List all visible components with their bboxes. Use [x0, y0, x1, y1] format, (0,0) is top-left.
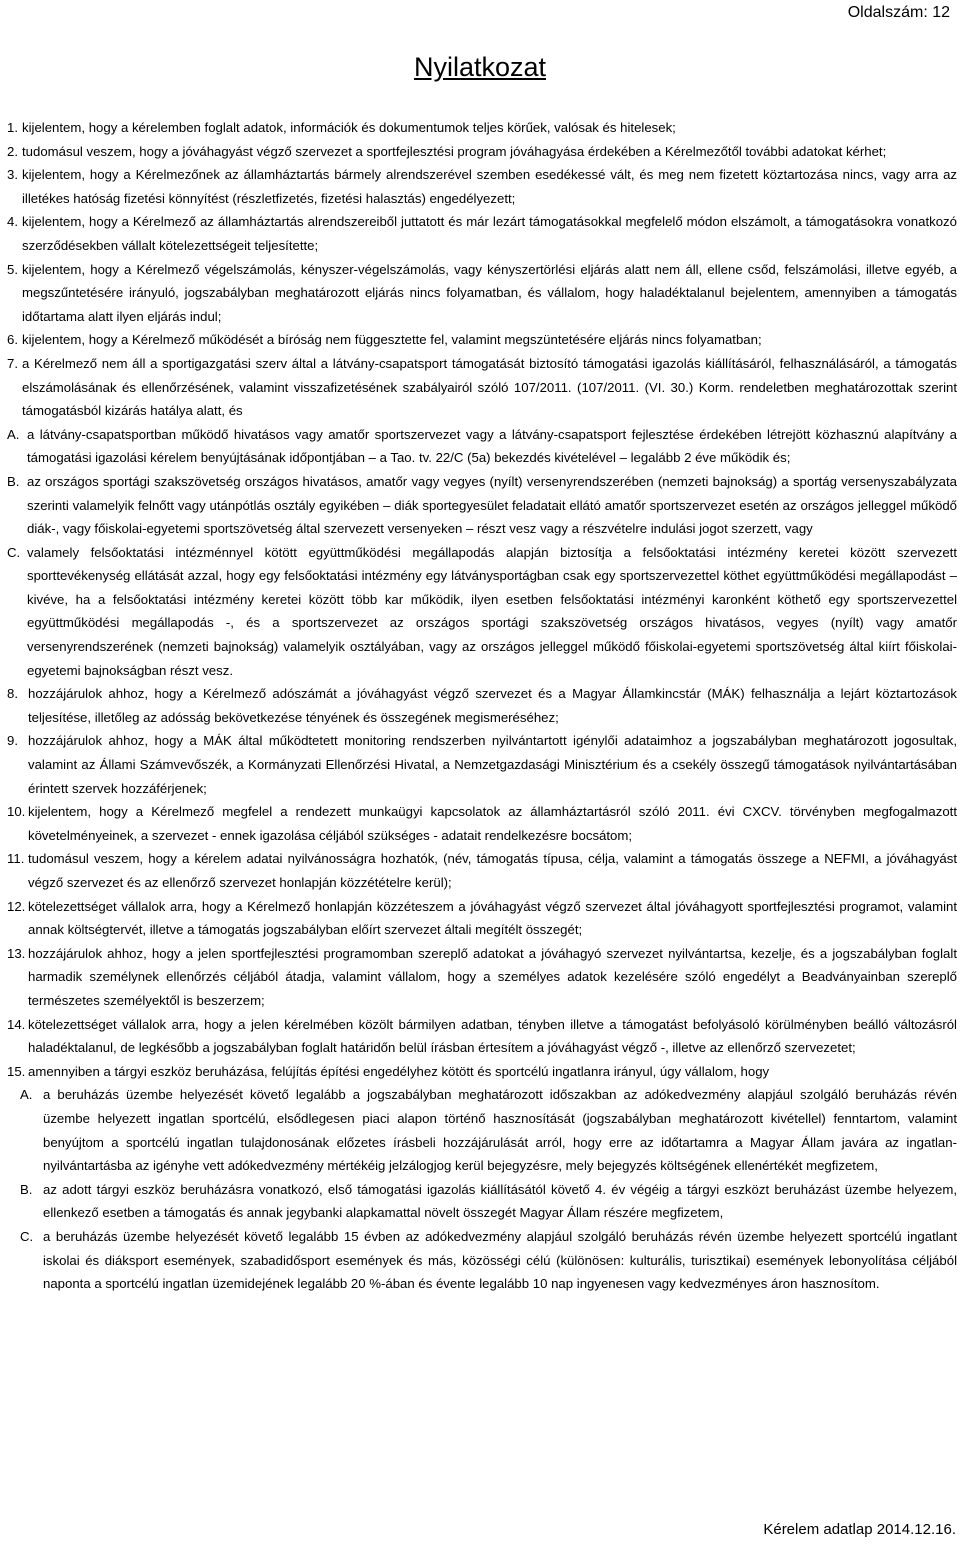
item-text: kötelezettséget vállalok arra, hogy a jelen kérelmében közölt bármilyen adatban, tényben illetve a támogatást befolyásoló körülményben beálló változásról haladéktalanul, de legkésőbb a jogszabályban foglalt határidőn belül írásban értesítem a jóváhagyást végző -, illetve az ellenőrző szervezetet; [28, 1016, 957, 1056]
sub-item-text: valamely felsőoktatási intézménnyel kötött együttműködési megállapodás alapján biztosítja a felsőoktatási intézmény keretei között szervezett sporttevékenység ellátását azzal, hogy egy felsőoktatási intézmény egy látványsportágban csak egy sportszervezettel köthet együttműködési megállapodást – kivéve, ha a felsőoktatási intézmény keretei között több kar működik, ilyen esetben felsőoktatási intézményi karonként köthető egy sportszervezettel együttműködési megállapodás -, és a sportszervezet az országos sportági szakszövetség országos hivatásos, vegyes (nyílt) vagy amatőr versenyrendszerének (nemzeti bajnokság) valamelyik osztályában, vagy az országos jelleggel működő főiskolai-egyetemi sportszövetség által kiírt főiskolai-egyetemi bajnokságban részt vesz. [27, 544, 957, 678]
sub-item-letter: C. [7, 544, 21, 560]
item-text: a Kérelmező nem áll a sportigazgatási szerv által a látvány-csapatsport támogatását biztosító támogatási igazolás kiállításáról, felhasználásáról, a támogatás elszámolásának és ellenőrzésének, valamint visszafizetésének szabályairól szóló 107/2011. (107/2011. (VI. 30.) Korm. rendeletben meghatározottak szerint támogatásból kizárás hatálya alatt, és [22, 355, 957, 419]
sub-item-letter: B. [7, 473, 20, 489]
declaration-item-2 [7, 140, 957, 164]
item-7-sub-a [7, 423, 957, 470]
page-number: Oldalszám: 12 [847, 4, 950, 21]
item-text: hozzájárulok ahhoz, hogy a MÁK által működtetett monitoring rendszerben nyilvántartott igénylői adataimhoz a jogszabályban meghatározott jogosultak, valamint az Állami Számvevőszék, a Kormányzati Ellenőrzési Hivatal, a Nemzetgazdasági Minisztérium és a csekély összegű támogatások nyilvántartásában érintett szervek hozzáférjenek; [28, 733, 957, 796]
declaration-item-10 [7, 800, 957, 847]
item-text: kijelentem, hogy a Kérelmező megfelel a rendezett munkaügyi kapcsolatok az államháztartásról szóló 2011. évi CXCV. törvényben megfogalmazott követelményeinek, a szervezet - ennek igazolása céljából szükséges - adatait rendelkezésre bocsátom; [28, 804, 957, 843]
item-text: amennyiben a tárgyi eszköz beruházása, felújítás építési engedélyhez kötött és sportcélú ingatlanra irányul, úgy vállalom, hogy [28, 1063, 770, 1079]
item-number: 8. [7, 686, 18, 702]
declaration-item-11 [7, 847, 957, 894]
item-text: tudomásul veszem, hogy a kérelem adatai nyilvánosságra hozhatók, (név, támogatás típusa, célja, valamint a támogatás összege a NEFMI, a jóváhagyást végző szervezet és az ellenőrző szervezet honlapján közzétételre kerül); [28, 851, 957, 890]
item-number: 3. [7, 167, 18, 183]
item-7-sub-c [7, 541, 957, 683]
declaration-item-6 [7, 328, 957, 352]
sub-item-text: az országos sportági szakszövetség országos hivatásos, amatőr vagy vegyes (nyílt) versenyrendszerében (nemzeti bajnokság) a sportág versenyszabályzata szerinti valamelyik felnőtt vagy utánpótlás osztály egyikében – diák sportegyesület feladatait ellátó amatőr sportszervezet esetén az országos jelleggel működő diák-, vagy főiskolai-egyetemi sportszövetség által szervezett versenyeken – részt vesz vagy a részvételre indulási jogot szerzett, vagy [27, 473, 957, 537]
item-number: 9. [7, 733, 18, 749]
sub-item-letter: A. [7, 426, 20, 442]
item-text: kötelezettséget vállalok arra, hogy a Kérelmező honlapján közzéteszem a jóváhagyást végző szervezet által jóváhagyott sportfejlesztési programot, valamint annak költségtervét, illetve a támogatás jogszabályban előírt szervezet általi megítélt összegét; [28, 898, 957, 938]
declaration-item-9 [7, 729, 957, 800]
declaration-item-12 [7, 895, 957, 942]
item-text: kijelentem, hogy a kérelemben foglalt adatok, információk és dokumentumok teljes körűek, valósak és hitelesek; [22, 120, 676, 135]
declaration-item-7 [7, 352, 957, 423]
item-number: 7. [7, 355, 18, 371]
declaration-item-13 [7, 942, 957, 1013]
item-text: hozzájárulok ahhoz, hogy a Kérelmező adószámát a jóváhagyást végző szervezet és a Magyar Államkincstár (MÁK) felhasználja a lejárt köztartozások teljesítése, illetőleg az adósság bekövetkezése tényének és összegének megismeréséhez; [28, 686, 957, 725]
item-text: hozzájárulok ahhoz, hogy a jelen sportfejlesztési programomban szereplő adatokat a jóváhagyó szervezet nyilvántartsa, kezelje, és a jogszabályban foglalt harmadik személynek ellenőrzés céljából átadja, valamint vállalom, hogy a személyes adatok kezelésére szóló engedélyt a Beadványainban szereplő természetes személyektől is beszerzem; [28, 945, 957, 1008]
item-number: 1. [7, 120, 18, 135]
item-number: 5. [7, 261, 18, 277]
item-number: 13. [7, 945, 26, 961]
sub-item-text: az adott tárgyi eszköz beruházásra vonatkozó, első támogatási igazolás kiállításától követő 4. év végéig a tárgyi eszközt beruházást üzembe helyezem, ellenkező esetben a támogatás és annak jegybanki alapkamattal növelt összegét Magyar Állam részére megfizetem, [43, 1181, 957, 1221]
item-number: 11. [7, 851, 25, 867]
item-number: 14. [7, 1016, 26, 1032]
item-7-sub-b [7, 470, 957, 541]
item-text: kijelentem, hogy a Kérelmező az államháztartás alrendszereiből juttatott és már lezárt támogatásokkal megfelelő módon elszámolt, a támogatásokra vonatkozó szerződésekben vállalt kötelezettségeit teljesítette; [22, 214, 957, 253]
item-text: tudomásul veszem, hogy a jóváhagyást végző szervezet a sportfejlesztési program jóváhagyása érdekében a Kérelmezőtől további adatokat kérhet; [22, 143, 887, 159]
page-title: Nyilatkozat [413, 52, 547, 82]
declaration-item-1 [7, 116, 957, 140]
item-number: 2. [7, 143, 18, 159]
item-number: 6. [7, 332, 18, 348]
declaration-item-4 [7, 210, 957, 257]
sub-item-letter: C. [20, 1228, 34, 1244]
sub-item-text: a beruházás üzembe helyezését követő legalább 15 évben az adókedvezmény alapjául szolgáló beruházás révén üzembe helyezett sportcélú ingatlant iskolai és diáksport események, szabadidősport események és más, közösségi célú (különösen: kulturális, turisztikai) események lebonyolítása céljából naponta a sportcélú ingatlan üzemidejének legalább 20 %-ában és évente legalább 10 nap ingyenesen vagy kedvezményes áron hasznosítom. [43, 1228, 957, 1292]
item-number: 15. [7, 1063, 26, 1079]
declaration-item-14 [7, 1013, 957, 1060]
footer-form-version: Kérelem adatlap 2014.12.16. [763, 1521, 956, 1538]
item-15-sub-b [7, 1178, 957, 1225]
item-text: kijelentem, hogy a Kérelmezőnek az államháztartás bármely alrendszerével szemben esedékessé vált, és meg nem fizetett köztartozása nincs, vagy arra az illetékes hatóság fizetési könnyítést (részletfizetés, fizetési halasztás) engedélyezett; [22, 167, 957, 206]
sub-item-letter: A. [20, 1087, 33, 1103]
item-text: kijelentem, hogy a Kérelmező végelszámolás, kényszer-végelszámolás, vagy kényszertörlési eljárás alatt nem áll, ellene csőd, felszámolási, illetve egyéb, a megszűntetésére irányuló, jogszabályban meghatározott eljárás nincs folyamatban, és vállalom, hogy haladéktalanul bejelentem, amennyiben a támogatás időtartama alatt ilyen eljárás indul; [22, 261, 957, 324]
declaration-item-3 [7, 163, 957, 210]
item-number: 4. [7, 214, 18, 230]
sub-item-text: a látvány-csapatsportban működő hivatásos vagy amatőr sportszervezet vagy a látvány-csapatsport fejlesztése érdekében létrejött közhasznú alapítvány a támogatási igazolási kérelem benyújtásának időpontjában – a Tao. tv. 22/C (5a) bekezdés kivételével – legalább 2 éve működik és; [27, 426, 957, 466]
declaration-item-15 [7, 1060, 957, 1084]
item-text: kijelentem, hogy a Kérelmező működését a bíróság nem függesztette fel, valamint megszüntetésére eljárás nincs folyamatban; [22, 332, 762, 348]
item-number: 10. [7, 804, 26, 820]
declaration-item-5 [7, 258, 957, 329]
declaration-item-8 [7, 682, 957, 729]
sub-item-letter: B. [20, 1181, 33, 1197]
item-15-sub-a [7, 1083, 957, 1177]
item-15-sub-c [7, 1225, 957, 1296]
item-number: 12. [7, 898, 26, 914]
declaration-list [7, 116, 957, 1296]
sub-item-text: a beruházás üzembe helyezését követő legalább a jogszabályban meghatározott időszakban az adókedvezmény alapjául szolgáló beruházás révén üzembe helyezett ingatlan sportcélú, elsődlegesen piaci alapon történő hasznosítását (jogszabályban meghatározott kivétellel) fenntartom, valamint benyújtom a sportcélú ingatlan tulajdonosának előzetes írásbeli hozzájárulását arról, hogy erre az időtartamra a Magyar Állam javára az ingatlan-nyilvántartásba az igényhe vett adókedvezmény mértékéig jelzálogjog kerül bejegyzésre, mely bejegyzés költségének ellenértékét megfizetem, [43, 1087, 957, 1174]
